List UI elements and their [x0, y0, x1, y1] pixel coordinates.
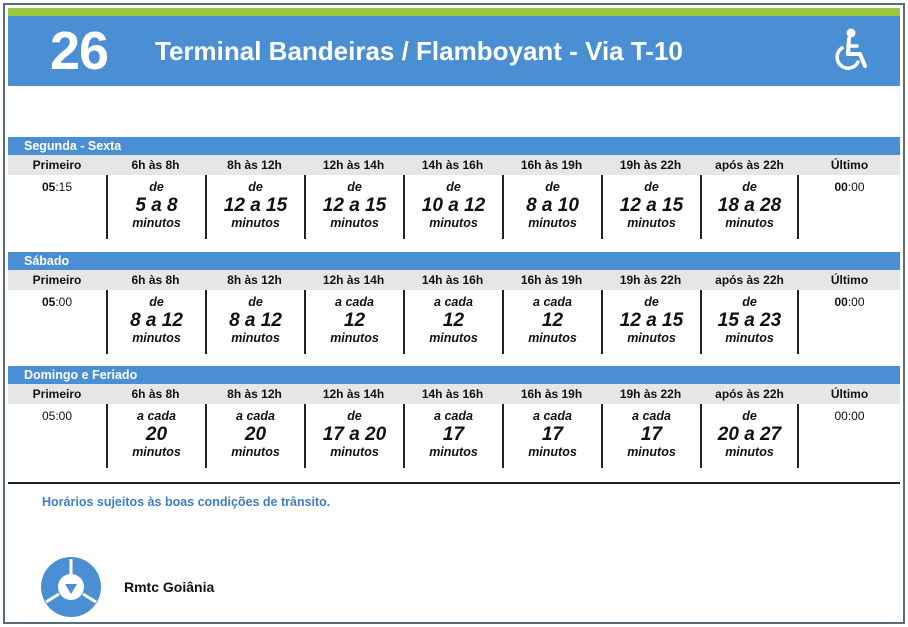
last-departure: 00:00 [834, 180, 865, 194]
column-header-first: Primeiro [32, 158, 82, 172]
column-header-period: 6h às 8h [131, 158, 180, 172]
period-frequency: a cada 17 minutos [601, 404, 700, 468]
period-frequency: de 8 a 12 minutos [106, 290, 205, 354]
column-header-period: 14h às 16h [421, 158, 484, 172]
section-label: Segunda - Sexta [8, 137, 900, 155]
schedule-section-weekday [8, 137, 900, 239]
column-header-period: após às 22h [715, 387, 784, 401]
accent-bar [8, 8, 900, 16]
brand [40, 556, 214, 618]
period-frequency: de 18 a 28 minutos [700, 175, 799, 239]
schedule-row [8, 175, 900, 239]
column-header-period: 12h às 14h [322, 273, 385, 287]
period-frequency: de 17 a 20 minutos [304, 404, 403, 468]
period-frequency: de 8 a 12 minutos [205, 290, 304, 354]
column-headers [8, 155, 900, 175]
period-frequency: de 12 a 15 minutos [601, 290, 700, 354]
period-frequency: a cada 17 minutos [502, 404, 601, 468]
period-frequency: de 12 a 15 minutos [601, 175, 700, 239]
column-header-period: 12h às 14h [322, 158, 385, 172]
column-header-period: 16h às 19h [520, 387, 583, 401]
column-header-period: 8h às 12h [227, 387, 282, 401]
column-header-period: 16h às 19h [520, 273, 583, 287]
column-header-period: 19h às 22h [619, 387, 682, 401]
period-frequency: a cada 17 minutos [403, 404, 502, 468]
column-header-period: após às 22h [715, 273, 784, 287]
column-headers [8, 270, 900, 290]
column-header-period: 6h às 8h [131, 387, 180, 401]
route-number: 26 [50, 21, 109, 81]
column-header-period: 16h às 19h [520, 158, 583, 172]
schedule-row [8, 290, 900, 354]
period-frequency: a cada 12 minutos [304, 290, 403, 354]
period-frequency: a cada 20 minutos [106, 404, 205, 468]
column-header-first: Primeiro [32, 273, 82, 287]
column-header-last: Último [830, 158, 869, 172]
footer-divider [8, 482, 900, 484]
brand-name: Rmtc Goiânia [124, 579, 215, 595]
period-frequency: a cada 12 minutos [502, 290, 601, 354]
schedule-section-saturday [8, 252, 900, 354]
first-departure: 05:00 [41, 295, 73, 309]
schedule-section-sunday [8, 366, 900, 468]
column-header-last: Último [830, 273, 869, 287]
period-frequency: de 8 a 10 minutos [502, 175, 601, 239]
column-header-period: 19h às 22h [619, 273, 682, 287]
schedule-row [8, 404, 900, 468]
period-frequency: de 20 a 27 minutos [700, 404, 799, 468]
column-header-period: 14h às 16h [421, 273, 484, 287]
route-name: Terminal Bandeiras / Flamboyant - Via T-10 [155, 35, 683, 66]
first-departure: 05:15 [41, 180, 73, 194]
column-headers [8, 384, 900, 404]
column-header-first: Primeiro [32, 387, 82, 401]
column-header-period: 6h às 8h [131, 273, 180, 287]
period-frequency: de 12 a 15 minutos [205, 175, 304, 239]
route-header [8, 16, 900, 86]
column-header-period: 14h às 16h [421, 387, 484, 401]
period-frequency: a cada 20 minutos [205, 404, 304, 468]
first-departure: 05:00 [41, 409, 73, 423]
section-label: Sábado [8, 252, 900, 270]
last-departure: 00:00 [834, 295, 865, 309]
rmtc-logo-icon [40, 556, 102, 618]
section-label: Domingo e Feriado [8, 366, 900, 384]
period-frequency: de 10 a 12 minutos [403, 175, 502, 239]
column-header-period: 19h às 22h [619, 158, 682, 172]
column-header-period: 8h às 12h [227, 158, 282, 172]
column-header-last: Último [830, 387, 869, 401]
last-departure: 00:00 [834, 409, 865, 423]
wheelchair-icon [824, 26, 874, 76]
period-frequency: a cada 12 minutos [403, 290, 502, 354]
period-frequency: de 12 a 15 minutos [304, 175, 403, 239]
column-header-period: 12h às 14h [322, 387, 385, 401]
period-frequency: de 5 a 8 minutos [106, 175, 205, 239]
period-frequency: de 15 a 23 minutos [700, 290, 799, 354]
column-header-period: 8h às 12h [227, 273, 282, 287]
traffic-notice: Horários sujeitos às boas condições de trânsito. [42, 495, 331, 509]
column-header-period: após às 22h [715, 158, 784, 172]
